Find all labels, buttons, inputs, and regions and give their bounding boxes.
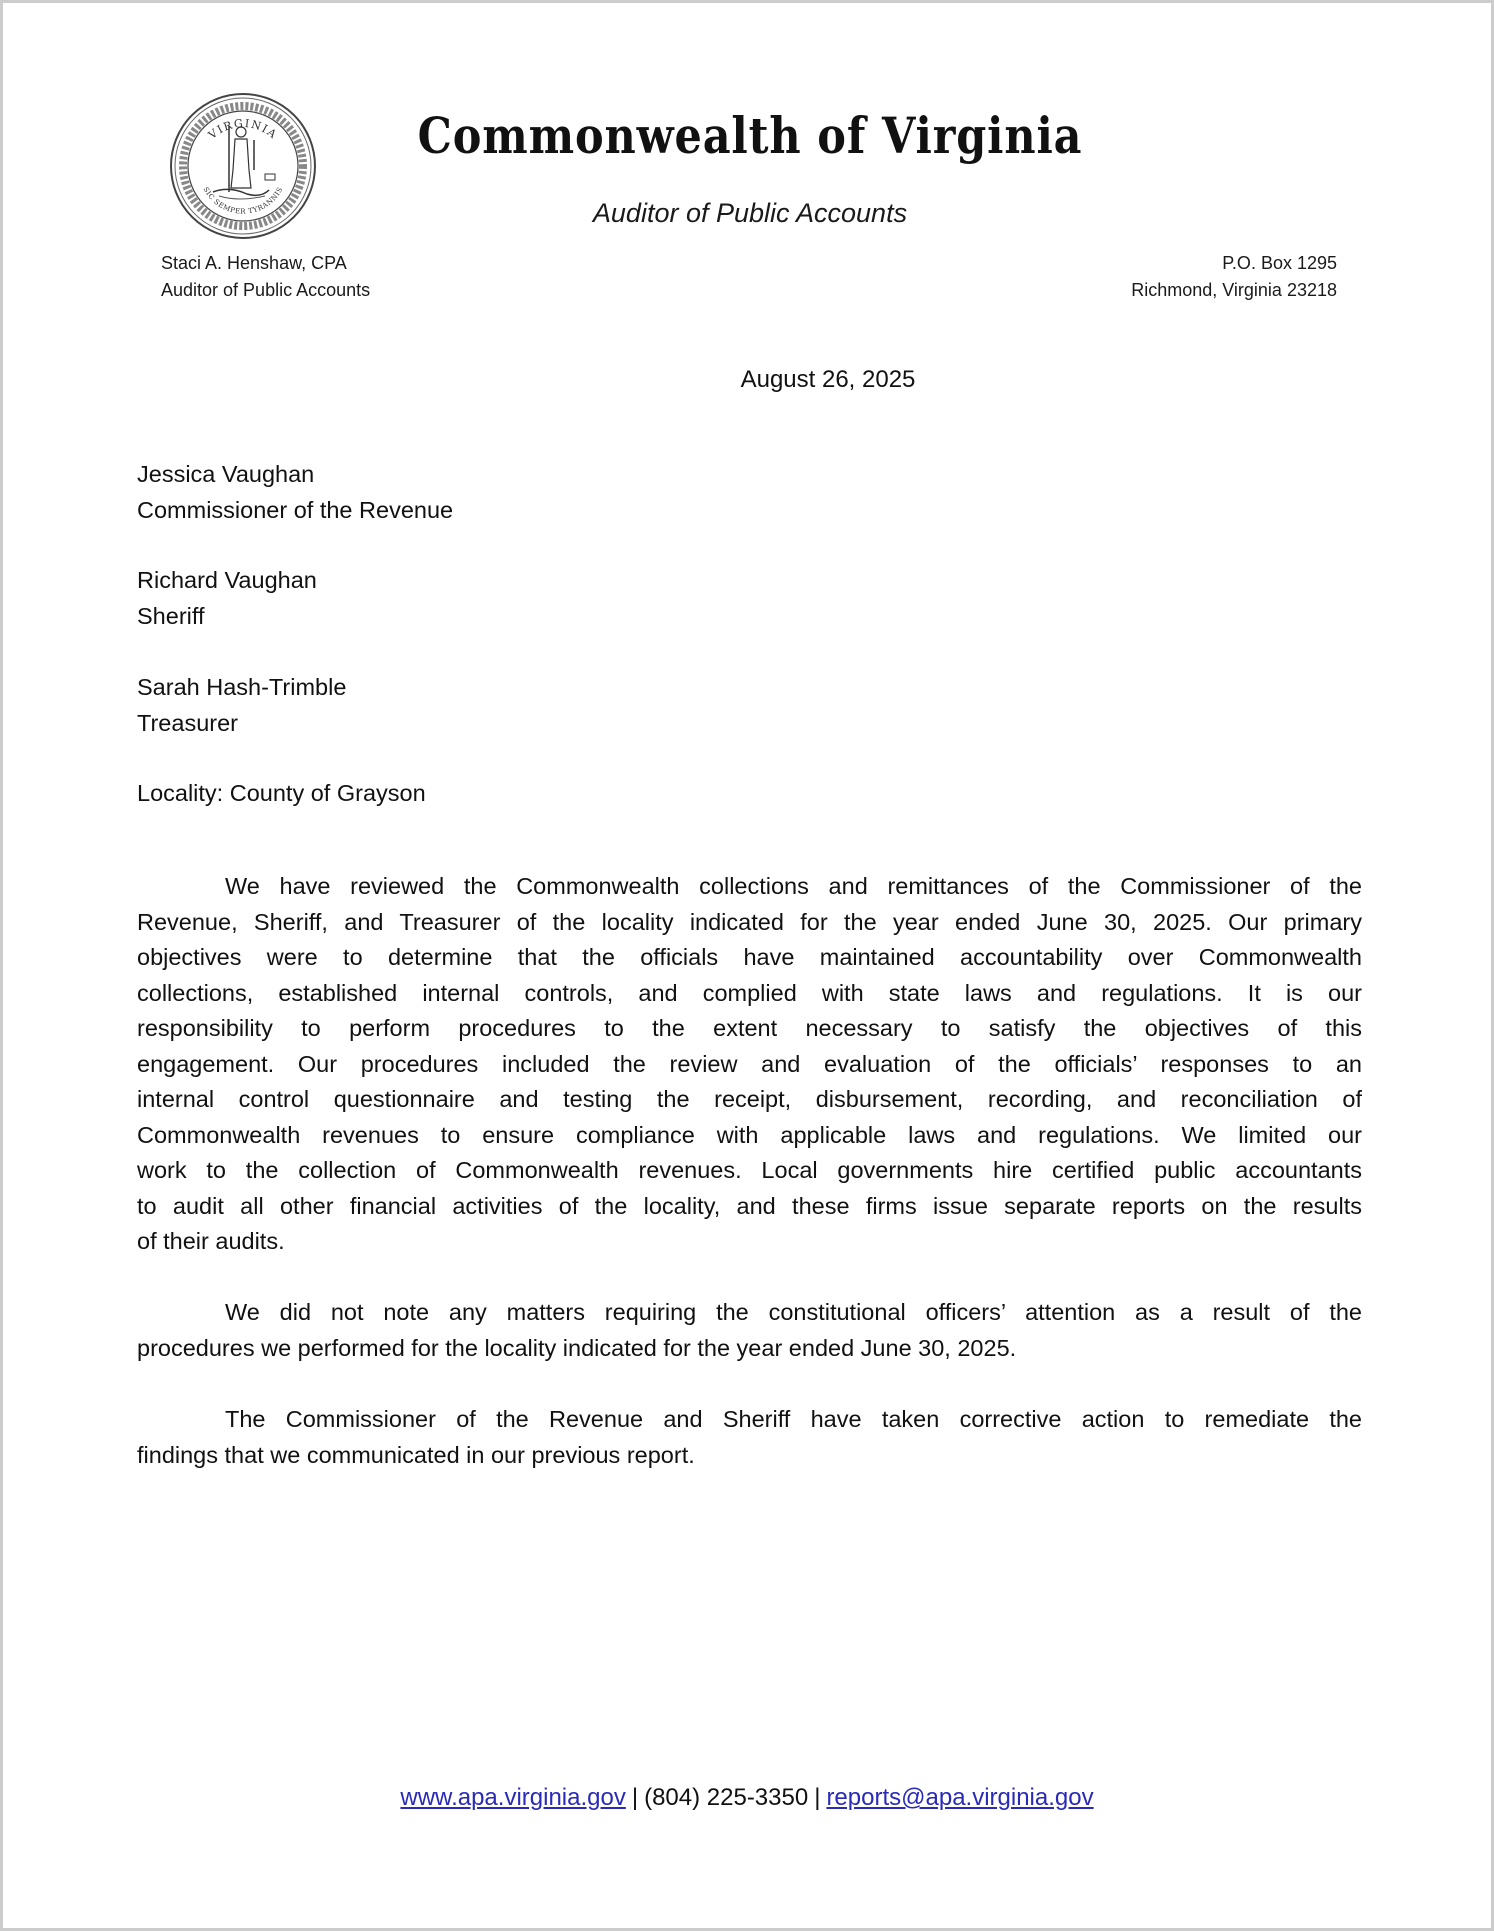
- paragraph-line: Revenue, Sheriff, and Treasurer of the locality indicated for the year ended June 30, 2025. Our primary: [137, 908, 1362, 935]
- paragraph-line: work to the collection of Commonwealth revenues. Local governments hire certified public accountants: [137, 1157, 1362, 1183]
- auditor-name: Staci A. Henshaw, CPA: [161, 253, 347, 273]
- seal-top-text: VIRGINIA: [206, 116, 280, 142]
- email-link[interactable]: reports@apa.virginia.gov: [826, 1784, 1094, 1811]
- locality-line: Locality: County of Grayson: [137, 780, 426, 806]
- recipient-name: Sarah Hash-Trimble: [137, 674, 347, 700]
- recipient-name: Jessica Vaughan: [137, 461, 315, 487]
- recipient-1: [137, 457, 453, 528]
- paragraph-line: findings that we communicated in our previous report.: [137, 1441, 695, 1468]
- recipient-title: Sheriff: [137, 602, 205, 629]
- recipient-title: Commissioner of the Revenue: [137, 496, 454, 523]
- paragraph-line: procedures we performed for the locality indicated for the year ended June 30, 2025.: [137, 1334, 1017, 1361]
- paragraph-line: We did not note any matters requiring the constitutional officers’ attention as a result of the: [225, 1299, 1362, 1325]
- paragraph-line: internal control questionnaire and testing the receipt, disbursement, recording, and reconciliation of: [137, 1086, 1362, 1112]
- mailing-address: [1131, 250, 1337, 304]
- virginia-seal-icon: [169, 92, 317, 240]
- svg-text:SIC SEMPER TYRANNIS: [201, 186, 284, 216]
- paragraph-line: objectives were to determine that the officials have maintained accountability over Commonwealth: [137, 944, 1362, 970]
- paragraph-line: We have reviewed the Commonwealth collections and remittances of the Commissioner of the: [225, 873, 1362, 899]
- recipient-3: [137, 670, 346, 741]
- recipient-2: [137, 563, 317, 634]
- paragraph-line: engagement. Our procedures included the review and evaluation of the officials’ responses to an: [137, 1050, 1362, 1077]
- recipient-title: Treasurer: [137, 709, 238, 736]
- address-line-2: Richmond, Virginia 23218: [1131, 280, 1337, 300]
- paragraph-line: collections, established internal controls, and complied with state laws and regulations. It is our: [137, 979, 1362, 1006]
- paragraph-line: Commonwealth revenues to ensure compliance with applicable laws and regulations. We limited our: [137, 1121, 1362, 1148]
- paragraph-line: of their audits.: [137, 1228, 285, 1254]
- recipient-name: Richard Vaughan: [137, 567, 317, 593]
- letter-date: August 26, 2025: [740, 366, 916, 393]
- auditor-role: Auditor of Public Accounts: [161, 280, 371, 300]
- footer-separator: |: [814, 1784, 821, 1811]
- phone-number: (804) 225-3350: [644, 1784, 809, 1811]
- paragraph-line: The Commissioner of the Revenue and Sheriff have taken corrective action to remediate the: [225, 1406, 1362, 1432]
- paragraph-line: responsibility to perform procedures to the extent necessary to satisfy the objectives of this: [137, 1015, 1362, 1041]
- seal-bottom-text: SIC SEMPER TYRANNIS: [201, 185, 285, 216]
- address-line-1: P.O. Box 1295: [1222, 253, 1337, 273]
- letterhead-subtitle: Auditor of Public Accounts: [592, 198, 908, 228]
- footer-separator: |: [631, 1784, 639, 1811]
- footer-contact: [3, 1781, 1491, 1815]
- paragraph-line: to audit all other financial activities of the locality, and these firms issue separate reports on the results: [137, 1192, 1362, 1219]
- website-link[interactable]: www.apa.virginia.gov: [400, 1784, 626, 1811]
- letterhead-title: Commonwealth of Virginia: [417, 106, 1083, 165]
- auditor-block: [161, 250, 370, 304]
